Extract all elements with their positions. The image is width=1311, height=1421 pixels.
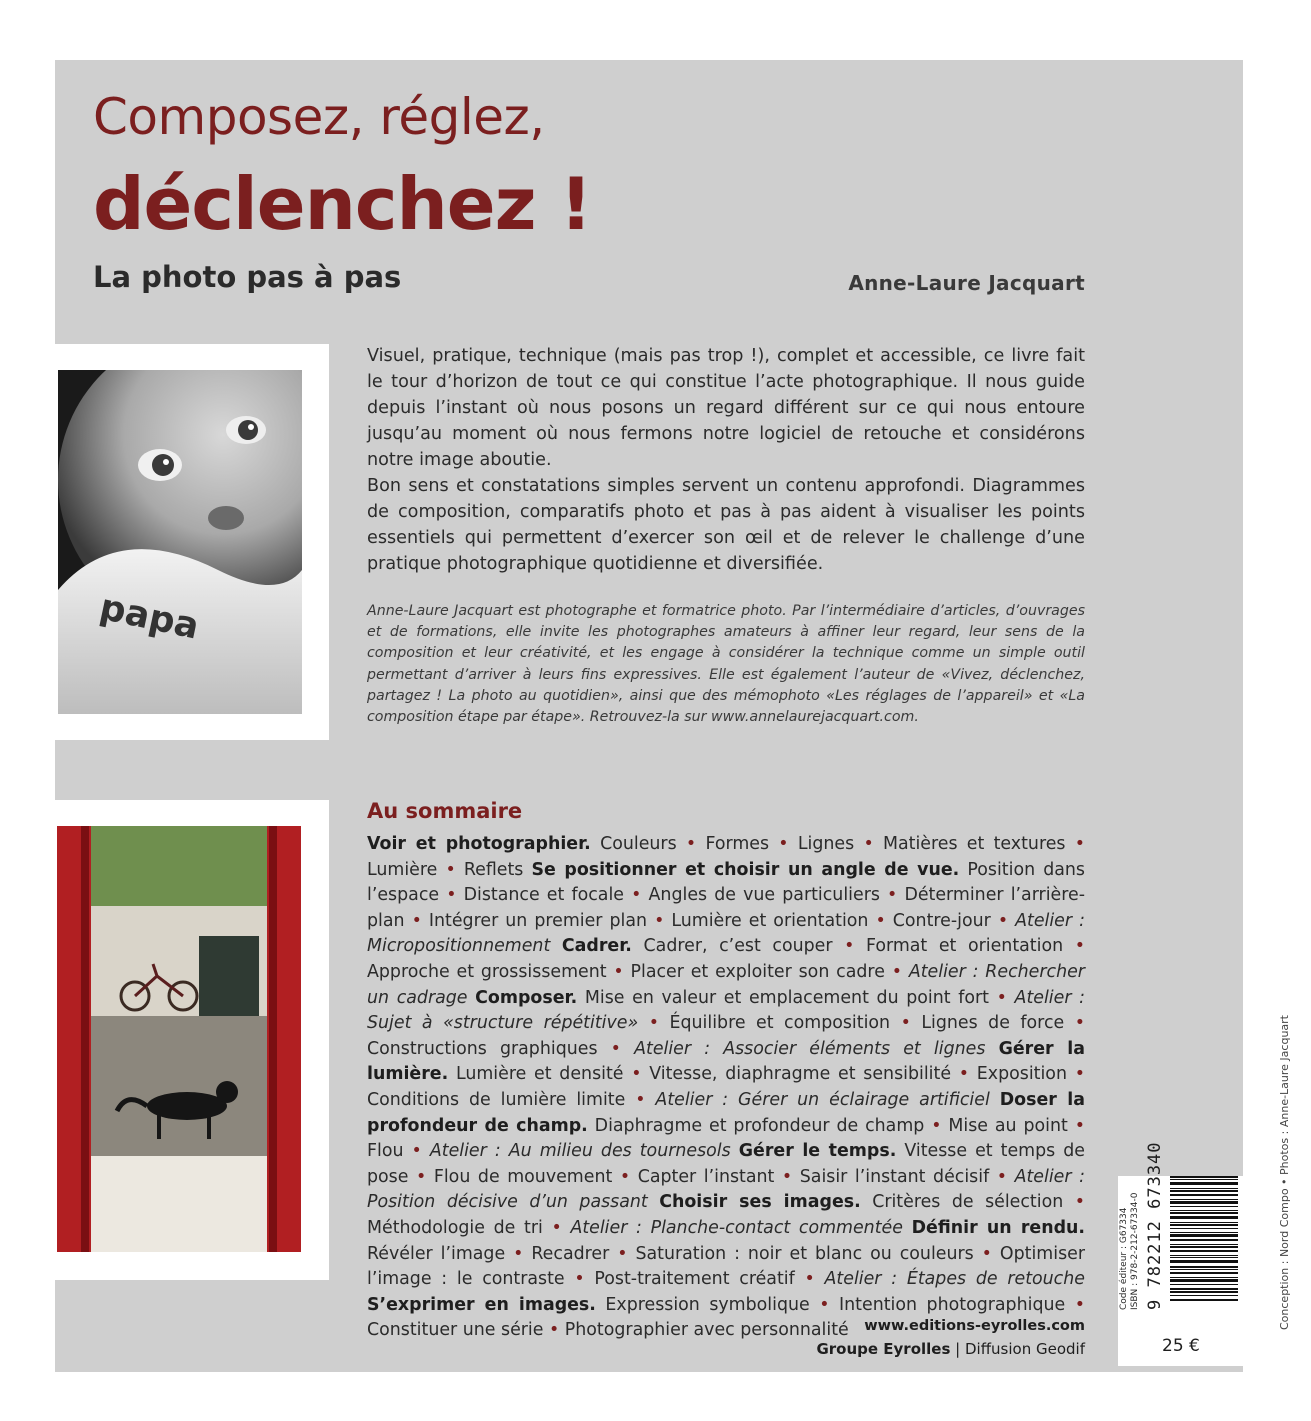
contents-section-heading: S’exprimer en images. xyxy=(367,1294,596,1315)
author-name: Anne-Laure Jacquart xyxy=(848,271,1085,295)
price: 25 € xyxy=(1162,1336,1200,1356)
cat-photo-illustration xyxy=(57,826,301,1252)
bullet-icon: • xyxy=(623,885,649,906)
publisher-separator: | xyxy=(950,1340,965,1358)
contents-atelier: Atelier : Rechercher un cadrage xyxy=(367,961,1085,1008)
bullet-icon: • xyxy=(1063,1192,1085,1213)
bullet-icon: • xyxy=(832,936,866,957)
bullet-icon: • xyxy=(564,1269,595,1290)
bullet-icon: • xyxy=(597,1038,635,1059)
contents-item: Post-traitement créatif xyxy=(594,1269,795,1290)
barcode-bar xyxy=(1170,1299,1238,1301)
bullet-icon: • xyxy=(676,834,706,854)
bullet-icon: • xyxy=(1065,1294,1085,1315)
contents-item: Recadrer xyxy=(531,1243,610,1264)
contents-item: Mise en valeur et emplacement du point fort xyxy=(584,987,989,1008)
bullet-icon: • xyxy=(973,1243,1000,1264)
contents-item: Capter l’instant xyxy=(637,1166,775,1187)
bullet-icon: • xyxy=(879,885,905,906)
bio-author-name: Anne-Laure Jacquart xyxy=(367,603,513,619)
contents-section-heading: Doser la profondeur de champ. xyxy=(367,1089,1085,1136)
bullet-icon: • xyxy=(854,834,883,854)
bullet-icon: • xyxy=(988,987,1015,1008)
contents-section-heading: Se positionner et choisir un angle de vue. xyxy=(531,859,960,880)
bullet-icon: • xyxy=(1065,834,1085,854)
bullet-icon: • xyxy=(437,859,464,880)
bib-text: papa xyxy=(96,586,203,648)
contents-atelier: Atelier : Position décisive d’un passant xyxy=(367,1166,1085,1213)
barcode-bar xyxy=(1170,1206,1238,1207)
bio-text: est photographe et formatrice photo. Par l’intermédiaire d’articles, d’ouvrages et de formations, elle invite les photographes amateurs à affiner leur regard, leur sens de la composition et leur créativité, et les engage à considérer la technique comme un simple outil permettant d’arriver à leurs fins expressives. Elle est également l’auteur de «Vivez, déclenchez, partagez ! La photo au quotidien», ainsi que des mémophoto «Les réglages de l’appareil» et «La composition étape par étape». Retrouvez-la sur www.annelaurejacquart.com. xyxy=(367,603,1085,726)
bullet-icon: • xyxy=(404,910,429,931)
contents-item: Constituer une série xyxy=(367,1320,544,1341)
bullet-icon: • xyxy=(638,1013,670,1034)
baby-photo xyxy=(58,370,302,714)
barcode-bar xyxy=(1170,1266,1238,1268)
barcode-bar xyxy=(1170,1239,1238,1241)
barcode-meta xyxy=(1119,1193,1141,1310)
bullet-icon: • xyxy=(439,885,464,906)
bullet-icon: • xyxy=(794,1269,825,1290)
bullet-icon: • xyxy=(408,1166,434,1187)
barcode-bar xyxy=(1170,1277,1238,1278)
contents-item: Lumière et orientation xyxy=(671,910,869,931)
contents-section-heading: Définir un rendu. xyxy=(911,1217,1086,1238)
contents-item: Lumière et densité xyxy=(455,1064,624,1085)
barcode-bar xyxy=(1170,1291,1238,1293)
contents-item: Mise au point xyxy=(948,1115,1068,1136)
contents-item: Angles de vue particuliers xyxy=(648,885,880,906)
contents-atelier: Atelier : Au milieu des tournesols xyxy=(429,1141,731,1162)
contents-section-heading: Voir et photographier. xyxy=(367,834,591,854)
barcode-bar xyxy=(1170,1228,1238,1229)
contents-item: Lumière xyxy=(367,859,438,880)
bullet-icon: • xyxy=(890,1013,922,1034)
contents-item: Déterminer l’arrière-plan xyxy=(367,885,1085,931)
contents-section-heading: Cadrer. xyxy=(561,936,632,957)
barcode-bar xyxy=(1170,1199,1238,1200)
bullet-icon: • xyxy=(625,1089,656,1110)
barcode-bar xyxy=(1170,1260,1238,1263)
intro-paragraph-1: Visuel, pratique, technique (mais pas trop !), complet et accessible, ce livre fait le tour d’horizon de tout ce qui constitue l’acte photographique. Il nous guide depuis l’instant où nous posons un regard différent sur ce qui nous entoure jusqu’au moment où nous fermons notre logiciel de retouche et considérons notre image aboutie. xyxy=(367,346,1085,470)
bullet-icon: • xyxy=(774,1166,800,1187)
contents-item: Constructions graphiques xyxy=(367,1038,598,1059)
barcode-bar xyxy=(1170,1244,1238,1245)
contents-item: Diaphragme et profondeur de champ xyxy=(594,1115,925,1136)
barcode-bar xyxy=(1170,1190,1238,1192)
bullet-icon: • xyxy=(403,1141,430,1162)
contents-atelier: Atelier : Gérer un éclairage artificiel xyxy=(655,1089,990,1110)
bullet-icon: • xyxy=(612,1166,638,1187)
title-line-2: déclenchez ! xyxy=(93,162,592,246)
contents-item: Matières et textures xyxy=(883,834,1066,854)
title-line-1: Composez, réglez, xyxy=(93,88,545,146)
contents-item: Saturation : noir et blanc ou couleurs xyxy=(635,1243,974,1264)
contents-item: Couleurs xyxy=(600,834,677,854)
barcode-bar xyxy=(1170,1269,1238,1270)
barcode-bar xyxy=(1170,1194,1238,1196)
bullet-icon: • xyxy=(543,1320,565,1341)
contents-atelier: Atelier : Planche-contact commentée xyxy=(570,1217,903,1238)
contents-item: Approche et grossissement xyxy=(367,961,607,982)
contents-section-heading: Gérer la lumière. xyxy=(367,1038,1085,1085)
baby-photo-illustration xyxy=(58,370,302,714)
bullet-icon: • xyxy=(542,1217,571,1238)
barcode-bar xyxy=(1170,1257,1238,1258)
contents-item: Saisir l’instant décisif xyxy=(799,1166,990,1187)
contents-atelier: Atelier : Sujet à «structure répétitive» xyxy=(367,987,1085,1034)
barcode-bar xyxy=(1170,1250,1238,1252)
bullet-icon: • xyxy=(609,1243,636,1264)
contents-title: Au sommaire xyxy=(367,799,523,823)
contents-item: Contre-jour xyxy=(892,910,991,931)
barcode-bar xyxy=(1170,1279,1238,1282)
contents-item: Flou de mouvement xyxy=(433,1166,613,1187)
contents-item: Lignes de force xyxy=(921,1013,1065,1034)
contents-item: Position dans l’espace xyxy=(367,859,1085,906)
barcode-bar xyxy=(1170,1255,1238,1256)
barcode-bar xyxy=(1170,1224,1238,1226)
bullet-icon: • xyxy=(989,1166,1015,1187)
bullet-icon: • xyxy=(951,1064,977,1085)
barcode-digits: 9 782212 673340 xyxy=(1145,1141,1165,1310)
barcode-bar xyxy=(1170,1210,1238,1211)
contents-item: Intention photographique xyxy=(839,1294,1066,1315)
contents-item: Cadrer, c’est couper xyxy=(643,936,833,957)
bullet-icon: • xyxy=(868,910,893,931)
contents-atelier: Atelier : Associer éléments et lignes xyxy=(634,1038,986,1059)
publisher-line xyxy=(816,1340,1085,1358)
bullet-icon: • xyxy=(623,1064,650,1085)
barcode-bar xyxy=(1170,1201,1238,1204)
contents-section-heading: Composer. xyxy=(475,987,578,1008)
contents-item: Flou xyxy=(367,1141,404,1162)
contents-item: Vitesse et temps de pose xyxy=(367,1141,1085,1187)
author-bio xyxy=(367,601,1085,728)
credits: Conception : Nord Compo • Photos : Anne-Laure Jacquart xyxy=(1278,1015,1291,1330)
publisher-name: Groupe Eyrolles xyxy=(816,1340,951,1358)
barcode-bar xyxy=(1170,1188,1238,1189)
barcode-bar xyxy=(1170,1216,1238,1219)
subtitle: La photo pas à pas xyxy=(93,260,402,294)
barcode-bar xyxy=(1170,1288,1238,1290)
contents-item: Formes xyxy=(705,834,770,854)
cat-doorway-photo xyxy=(57,826,301,1252)
contents-item: Conditions de lumière limite xyxy=(367,1089,626,1110)
contents-item: Critères de sélection xyxy=(872,1192,1064,1213)
contents-item: Lignes xyxy=(797,834,855,854)
bullet-icon: • xyxy=(924,1115,949,1136)
barcode-bar xyxy=(1170,1176,1238,1178)
barcode-bar xyxy=(1170,1234,1238,1237)
contents-atelier: Atelier : Micropositionnement xyxy=(367,910,1085,957)
contents-item: Distance et focale xyxy=(463,885,624,906)
bullet-icon: • xyxy=(990,910,1016,931)
barcode-bar xyxy=(1170,1272,1238,1274)
bullet-icon: • xyxy=(884,961,909,982)
contents-item: Révéler l’image xyxy=(367,1243,506,1264)
barcode-bar xyxy=(1170,1212,1238,1214)
barcode-bar xyxy=(1170,1179,1238,1180)
contents-item: Reflets xyxy=(463,859,524,880)
contents-item: Méthodologie de tri xyxy=(367,1217,543,1238)
barcode-bar xyxy=(1170,1222,1238,1223)
barcode-bar xyxy=(1170,1182,1238,1185)
contents-item: Intégrer un premier plan xyxy=(428,910,648,931)
barcode-bar xyxy=(1170,1295,1238,1296)
bullet-icon: • xyxy=(1064,1013,1085,1034)
publisher-website[interactable]: www.editions-eyrolles.com xyxy=(864,1318,1085,1334)
isbn: ISBN : 978-2-212-67334-0 xyxy=(1130,1192,1140,1310)
contents-list xyxy=(367,832,1085,1344)
contents-item: Vitesse, diaphragme et sensibilité xyxy=(649,1064,952,1085)
barcode-icon xyxy=(1170,1176,1240,1316)
contents-atelier: Atelier : Étapes de retouche xyxy=(824,1269,1085,1290)
bullet-icon: • xyxy=(809,1294,840,1315)
barcode-bar xyxy=(1170,1246,1238,1248)
barcode-bar xyxy=(1170,1232,1238,1233)
bullet-icon: • xyxy=(505,1243,532,1264)
contents-section-heading: Gérer le temps. xyxy=(738,1141,897,1162)
intro-text xyxy=(367,343,1085,577)
contents-item: Équilibre et composition xyxy=(669,1013,891,1034)
bullet-icon: • xyxy=(1063,936,1085,957)
contents-item: Photographier avec personnalité xyxy=(564,1320,849,1341)
bullet-icon: • xyxy=(647,910,672,931)
bullet-icon: • xyxy=(1066,1064,1085,1085)
contents-item: Optimiser l’image : le contraste xyxy=(367,1243,1085,1290)
bullet-icon: • xyxy=(606,961,631,982)
contents-item: Expression symbolique xyxy=(605,1294,810,1315)
distributor-name: Diffusion Geodif xyxy=(965,1340,1085,1358)
contents-item: Format et orientation xyxy=(865,936,1064,957)
contents-item: Exposition xyxy=(976,1064,1067,1085)
bullet-icon: • xyxy=(769,834,798,854)
contents-item: Placer et exploiter son cadre xyxy=(630,961,885,982)
code-editeur: Code éditeur : G67334 xyxy=(1119,1207,1129,1310)
contents-section-heading: Choisir ses images. xyxy=(659,1192,861,1213)
bullet-icon: • xyxy=(1067,1115,1085,1136)
intro-paragraph-2: Bon sens et constatations simples servent un contenu approfondi. Diagrammes de composition, comparatifs photo et pas à pas aident à visualiser les points essentiels qui permettent d’exercer son œil et de relever le challenge d’une pratique photographique quotidienne et diversifiée. xyxy=(367,476,1085,574)
barcode-bar xyxy=(1170,1284,1238,1285)
